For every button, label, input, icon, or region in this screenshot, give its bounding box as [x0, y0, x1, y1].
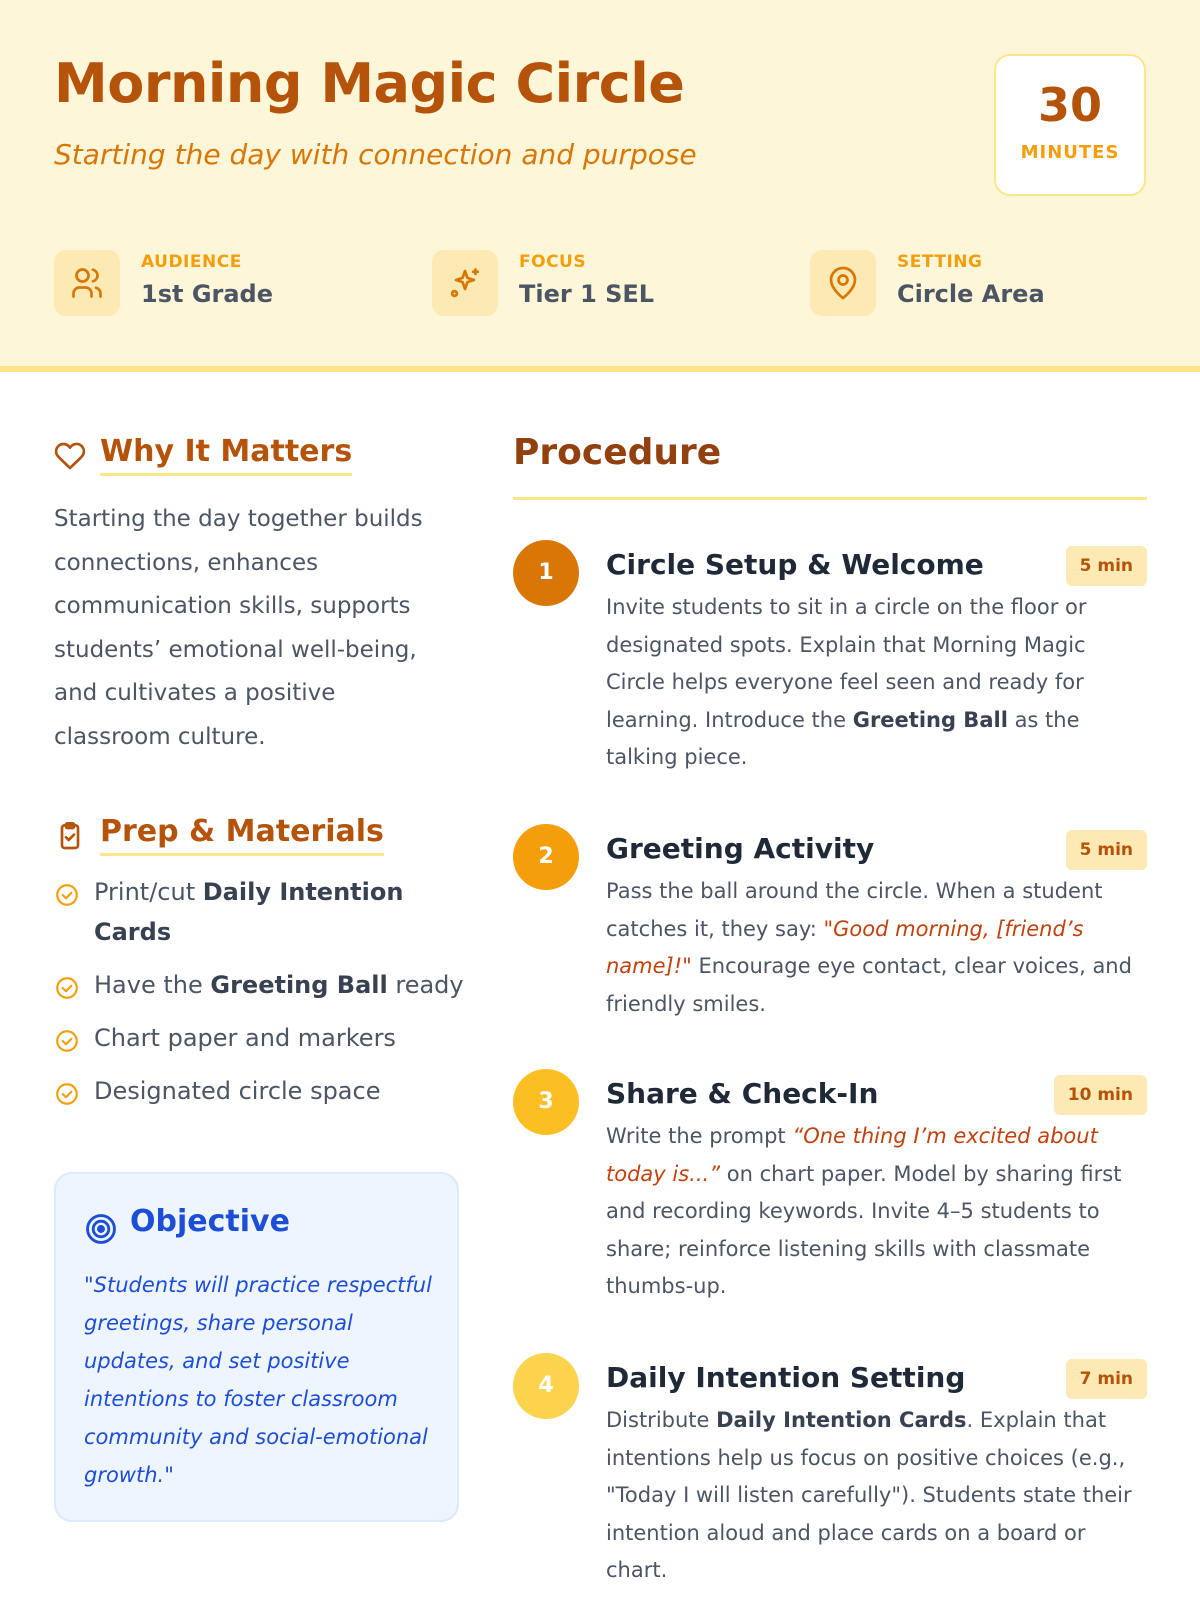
- meta-value: Tier 1 SEL: [519, 280, 655, 308]
- step-number: 2: [513, 824, 579, 890]
- step-number: 1: [513, 540, 579, 606]
- check-circle-icon: [54, 882, 80, 908]
- duration-badge: [994, 54, 1146, 196]
- prep-title: Prep & Materials: [100, 814, 384, 856]
- list-item: Chart paper and markers: [54, 1018, 464, 1058]
- step-duration-badge: 10 min: [1054, 1075, 1147, 1115]
- step-description: Pass the ball around the circle. When a student catches it, they say: "Good morning, [friend’s name]!" Encourage eye contact, clear voices, and friendly smiles.: [606, 879, 1132, 1016]
- list-item: Designated circle space: [54, 1071, 464, 1111]
- sparkles-icon: [447, 265, 483, 301]
- step-duration-badge: 7 min: [1066, 1359, 1147, 1399]
- check-circle-icon: [54, 1081, 80, 1107]
- lesson-header: [0, 0, 1200, 372]
- duration-value: 30: [1037, 78, 1102, 132]
- why-text: Starting the day together builds connections, enhances communication skills, supports students’ emotional well-being, and cultivates a positive classroom culture.: [54, 506, 423, 750]
- duration-unit: MINUTES: [1020, 142, 1120, 163]
- clipboard-check-icon: [54, 820, 86, 852]
- users-icon: [69, 265, 105, 301]
- step-title: Share & Check-In: [606, 1077, 879, 1110]
- objective-title: Objective: [130, 1204, 290, 1239]
- step-number: 3: [513, 1069, 579, 1135]
- step-title: Circle Setup & Welcome: [606, 548, 984, 581]
- meta-value: Circle Area: [897, 280, 1045, 308]
- objective-card: [54, 1172, 459, 1522]
- step-description: Write the prompt “One thing I’m excited about today is...” on chart paper. Model by sharing first and recording keywords. Invite 4–5 students to share; reinforce listening skills with classmate thumbs-up.: [606, 1124, 1122, 1298]
- check-circle-icon: [54, 1028, 80, 1054]
- list-item: Print/cut Daily Intention Cards: [54, 872, 464, 952]
- meta-label: SETTING: [897, 252, 983, 272]
- materials-list: [54, 872, 464, 1124]
- check-circle-icon: [54, 975, 80, 1001]
- list-item: Have the Greeting Ball ready: [54, 965, 464, 1005]
- objective-text: "Students will practice respectful greetings, share personal updates, and set positive intentions to foster classroom community and social-emotional growth.": [84, 1273, 432, 1487]
- step-duration-badge: 5 min: [1066, 546, 1147, 586]
- meta-label: FOCUS: [519, 252, 587, 272]
- procedure-divider: [513, 497, 1147, 500]
- step-number: 4: [513, 1353, 579, 1419]
- procedure-title: Procedure: [513, 432, 722, 473]
- target-icon: [84, 1212, 118, 1246]
- step-description: Distribute Daily Intention Cards. Explain that intentions help us focus on positive choices (e.g., "Today I will listen carefully"). Students state their intention aloud and place cards on a board or chart.: [606, 1408, 1132, 1582]
- step-duration-badge: 5 min: [1066, 830, 1147, 870]
- step-description: Invite students to sit in a circle on the floor or designated spots. Explain that Morning Magic Circle helps everyone feel seen and ready for learning. Introduce the Greeting Ball as the talking piece.: [606, 595, 1087, 769]
- meta-label: AUDIENCE: [141, 252, 242, 272]
- map-pin-icon: [825, 265, 861, 301]
- page-title: Morning Magic Circle: [54, 52, 685, 115]
- heart-icon: [54, 440, 86, 472]
- why-title: Why It Matters: [100, 434, 352, 476]
- step-title: Greeting Activity: [606, 832, 875, 865]
- meta-value: 1st Grade: [141, 280, 273, 308]
- step-title: Daily Intention Setting: [606, 1361, 966, 1394]
- page-subtitle: Starting the day with connection and purpose: [54, 138, 697, 171]
